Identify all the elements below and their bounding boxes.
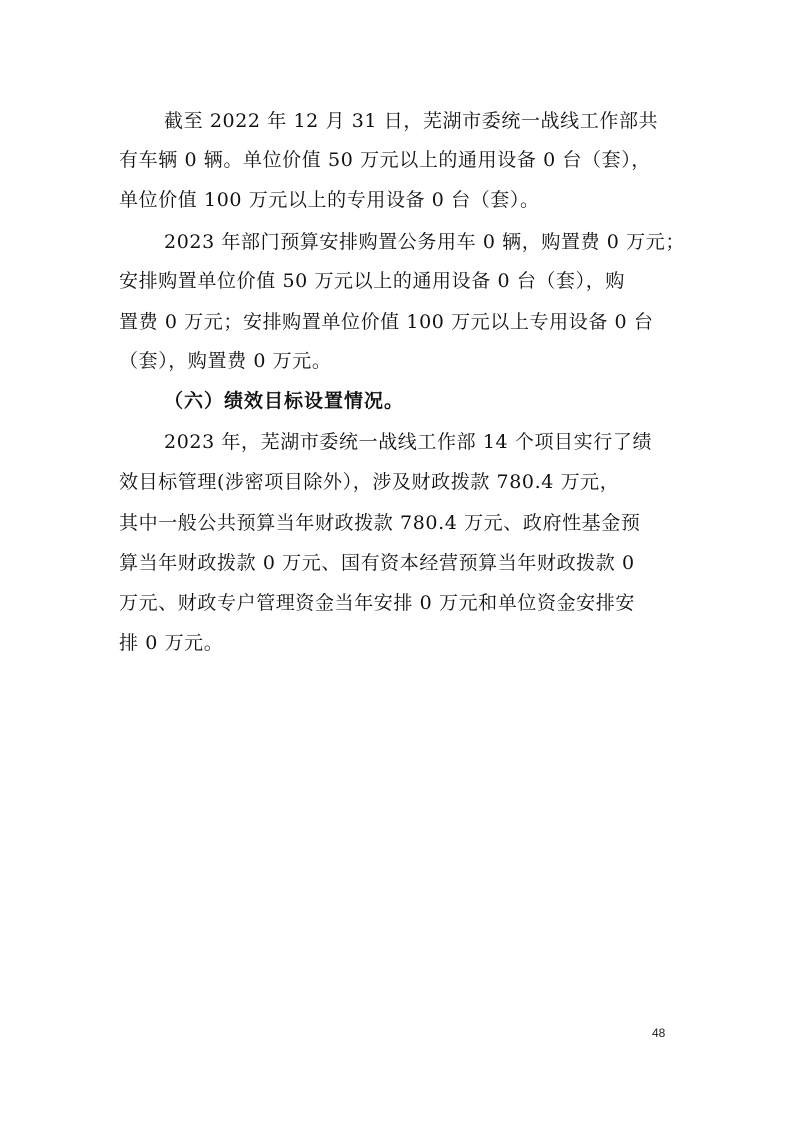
section-heading: （六）绩效目标设置情况。 bbox=[164, 390, 405, 412]
paragraph-3-line-2: 效目标管理(涉密项目除外），涉及财政拨款 780.4 万元， bbox=[119, 471, 620, 493]
paragraph-3-line-6: 排 0 万元。 bbox=[119, 632, 224, 654]
paragraph-3-line-4: 算当年财政拨款 0 万元、国有资本经营预算当年财政拨款 0 bbox=[119, 552, 635, 574]
page-number: 48 bbox=[652, 1026, 666, 1040]
paragraph-1-line-1: 截至 2022 年 12 月 31 日，芜湖市委统一战线工作部共 bbox=[164, 110, 659, 132]
paragraph-3-line-1: 2023 年，芜湖市委统一战线工作部 14 个项目实行了绩 bbox=[164, 431, 653, 453]
paragraph-2-line-1: 2023 年部门预算安排购置公务用车 0 辆，购置费 0 万元； bbox=[164, 231, 685, 253]
paragraph-2-line-3: 置费 0 万元；安排购置单位价值 100 万元以上专用设备 0 台 bbox=[119, 311, 654, 333]
paragraph-2-line-2: 安排购置单位价值 50 万元以上的通用设备 0 台（套），购 bbox=[119, 270, 625, 292]
paragraph-3-line-5: 万元、财政专户管理资金当年安排 0 万元和单位资金安排安 bbox=[119, 592, 635, 614]
paragraph-3-line-3: 其中一般公共预算当年财政拨款 780.4 万元、政府性基金预 bbox=[119, 512, 641, 534]
paragraph-2-line-4: （套），购置费 0 万元。 bbox=[119, 350, 332, 372]
paragraph-1-line-3: 单位价值 100 万元以上的专用设备 0 台（套）。 bbox=[119, 189, 540, 211]
paragraph-1-line-2: 有车辆 0 辆。单位价值 50 万元以上的通用设备 0 台（套）， bbox=[119, 149, 651, 171]
